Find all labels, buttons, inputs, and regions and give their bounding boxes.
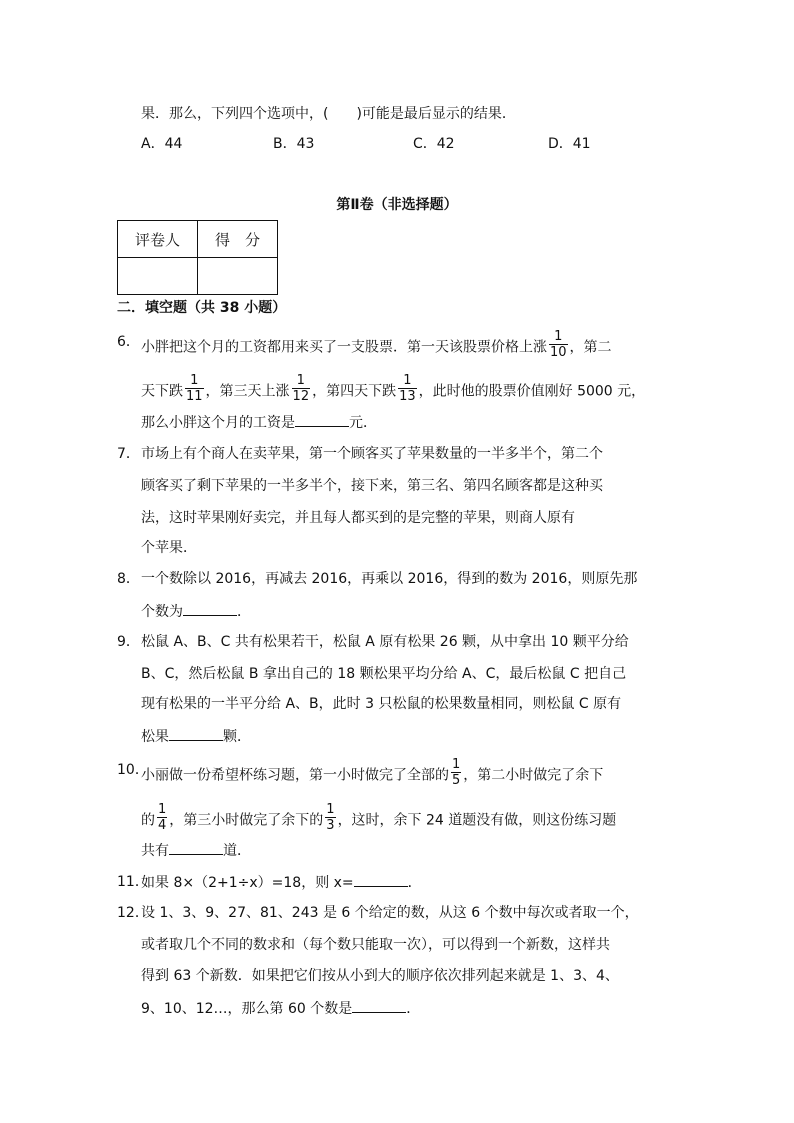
q8-line-2: [141, 601, 251, 622]
fraction-numerator: 1: [190, 373, 199, 388]
fraction-numerator: 1: [554, 329, 563, 344]
q8-number: 8．: [117, 571, 140, 587]
q7-line-2: 顾客买了剩下苹果的一半多半个，接下来，第三名、第四名顾客都是这种买: [141, 478, 603, 494]
answer-blank[interactable]: [295, 412, 349, 427]
fraction-numerator: 1: [452, 757, 461, 772]
q7-number: 7．: [117, 446, 140, 462]
q11-number: 11．: [117, 874, 149, 890]
q12-line-3: 得到 63 个新数．如果把它们按从小到大的顺序依次排列起来就是 1、3、4、: [141, 968, 619, 984]
q6-line-1: [141, 329, 612, 363]
answer-blank[interactable]: [354, 872, 408, 887]
q10-text: ，第二小时做完了余下: [463, 767, 604, 784]
q10-text: 道．: [223, 843, 251, 859]
fraction-numerator: 1: [326, 802, 335, 817]
q9-line-2: B、C，然后松鼠 B 拿出自己的 18 颗松果平均分给 A、C，最后松鼠 C 把自己: [141, 666, 627, 682]
q6-text: 元．: [349, 415, 377, 431]
fraction-denominator: 4: [158, 818, 167, 833]
q9-line-3: 现有松果的一半平分给 A、B，此时 3 只松鼠的松果数量相同，则松鼠 C 原有: [141, 696, 622, 712]
q6-text: ，此时他的股票价值刚好 5000 元，: [418, 383, 646, 400]
score-table-header-score: 得 分: [198, 221, 278, 258]
q11-text: ．: [407, 875, 422, 891]
q10-fraction-2: [157, 802, 167, 833]
q5-option-a: A．44: [141, 136, 183, 152]
q12-line-4: [141, 998, 420, 1019]
score-table-header-reviewer: 评卷人: [118, 221, 198, 258]
q12-text: ．: [406, 1001, 421, 1017]
q6-text: 小胖把这个月的工资都用来买了一支股票．第一天该股票价格上涨: [141, 339, 547, 356]
q12-number: 12．: [117, 905, 149, 921]
q5-option-d: D．41: [548, 136, 591, 152]
q6-fraction-1: [549, 329, 568, 360]
q10-fraction-3: [325, 802, 335, 833]
fraction-denominator: 13: [399, 389, 416, 404]
q10-line-1: [141, 757, 604, 791]
q5-tail-text: 果．那么，下列四个选项中，( )可能是最后显示的结果．: [141, 106, 516, 122]
score-table-reviewer-cell: [118, 258, 198, 295]
q9-line-1: 松鼠 A、B、C 共有松果若干，松鼠 A 原有松果 26 颗，从中拿出 10 颗平分给: [141, 634, 629, 650]
q12-line-1: 设 1、3、9、27、81、243 是 6 个给定的数，从这 6 个数中每次或者取一个，: [141, 905, 639, 921]
q11-line-1: [141, 872, 422, 893]
q10-number: 10．: [117, 762, 149, 778]
q5-option-c: C．42: [413, 136, 455, 152]
q12-text: 9、10、12…，那么第 60 个数是: [141, 1001, 353, 1017]
fraction-denominator: 12: [292, 389, 310, 404]
q6-text: 天下跌: [141, 383, 183, 400]
q10-line-3: [141, 840, 251, 861]
q10-text: 小丽做一份希望杯练习题，第一小时做完了全部的: [141, 767, 449, 784]
q11-text: 如果 8×（2+1÷x）=18，则 x=: [141, 875, 354, 891]
answer-blank[interactable]: [169, 840, 223, 855]
part-heading: 二．填空题（共 38 小题）: [117, 300, 287, 316]
q7-line-3: 法，这时苹果刚好卖完，并且每人都买到的是完整的苹果，则商人原有: [141, 510, 575, 526]
q9-number: 9．: [117, 634, 140, 650]
answer-blank[interactable]: [183, 601, 237, 616]
fraction-denominator: 11: [186, 389, 203, 404]
q7-line-1: 市场上有个商人在卖苹果，第一个顾客买了苹果数量的一半多半个，第二个: [141, 446, 603, 462]
q10-text: ，这时，余下 24 道题没有做，则这份练习题: [337, 812, 617, 829]
q8-text: ．: [237, 604, 251, 620]
q8-line-1: 一个数除以 2016，再减去 2016，再乘以 2016，得到的数为 2016，则原先那: [141, 571, 638, 587]
q6-number: 6．: [117, 334, 140, 350]
q6-text: ，第四天下跌: [312, 383, 397, 400]
score-table: [117, 220, 278, 295]
q10-text: 共有: [141, 843, 169, 859]
q6-fraction-3: [292, 373, 311, 404]
fraction-denominator: 10: [550, 345, 567, 360]
q9-line-4: [141, 726, 251, 747]
q9-text: 松果: [141, 729, 169, 745]
fraction-denominator: 5: [452, 773, 461, 788]
score-table-score-cell: [198, 258, 278, 295]
q6-line-3: [141, 412, 377, 433]
fraction-numerator: 1: [158, 802, 167, 817]
q12-line-2: 或者取几个不同的数求和（每个数只能取一次），可以得到一个新数，这样共: [141, 937, 610, 953]
q5-option-b: B．43: [273, 136, 315, 152]
q10-text: 的: [141, 812, 155, 829]
q8-text: 个数为: [141, 604, 183, 620]
q10-text: ，第三小时做完了余下的: [169, 812, 324, 829]
fraction-numerator: 1: [296, 373, 305, 388]
q6-text: ，第三天上涨: [205, 383, 290, 400]
fraction-numerator: 1: [403, 373, 412, 388]
q10-fraction-1: [451, 757, 461, 788]
q9-text: 颗．: [223, 729, 251, 745]
q6-line-2: [141, 373, 646, 407]
q6-text: ，第二: [569, 339, 612, 356]
fraction-denominator: 3: [326, 818, 335, 833]
q6-text: 那么小胖这个月的工资是: [141, 415, 295, 431]
q6-fraction-4: [398, 373, 417, 404]
q10-line-2: [141, 802, 617, 836]
answer-blank[interactable]: [352, 998, 406, 1013]
q6-fraction-2: [185, 373, 204, 404]
q7-line-4: 个苹果．: [141, 540, 197, 556]
answer-blank[interactable]: [169, 726, 223, 741]
section-title: 第Ⅱ卷（非选择题）: [336, 197, 458, 213]
